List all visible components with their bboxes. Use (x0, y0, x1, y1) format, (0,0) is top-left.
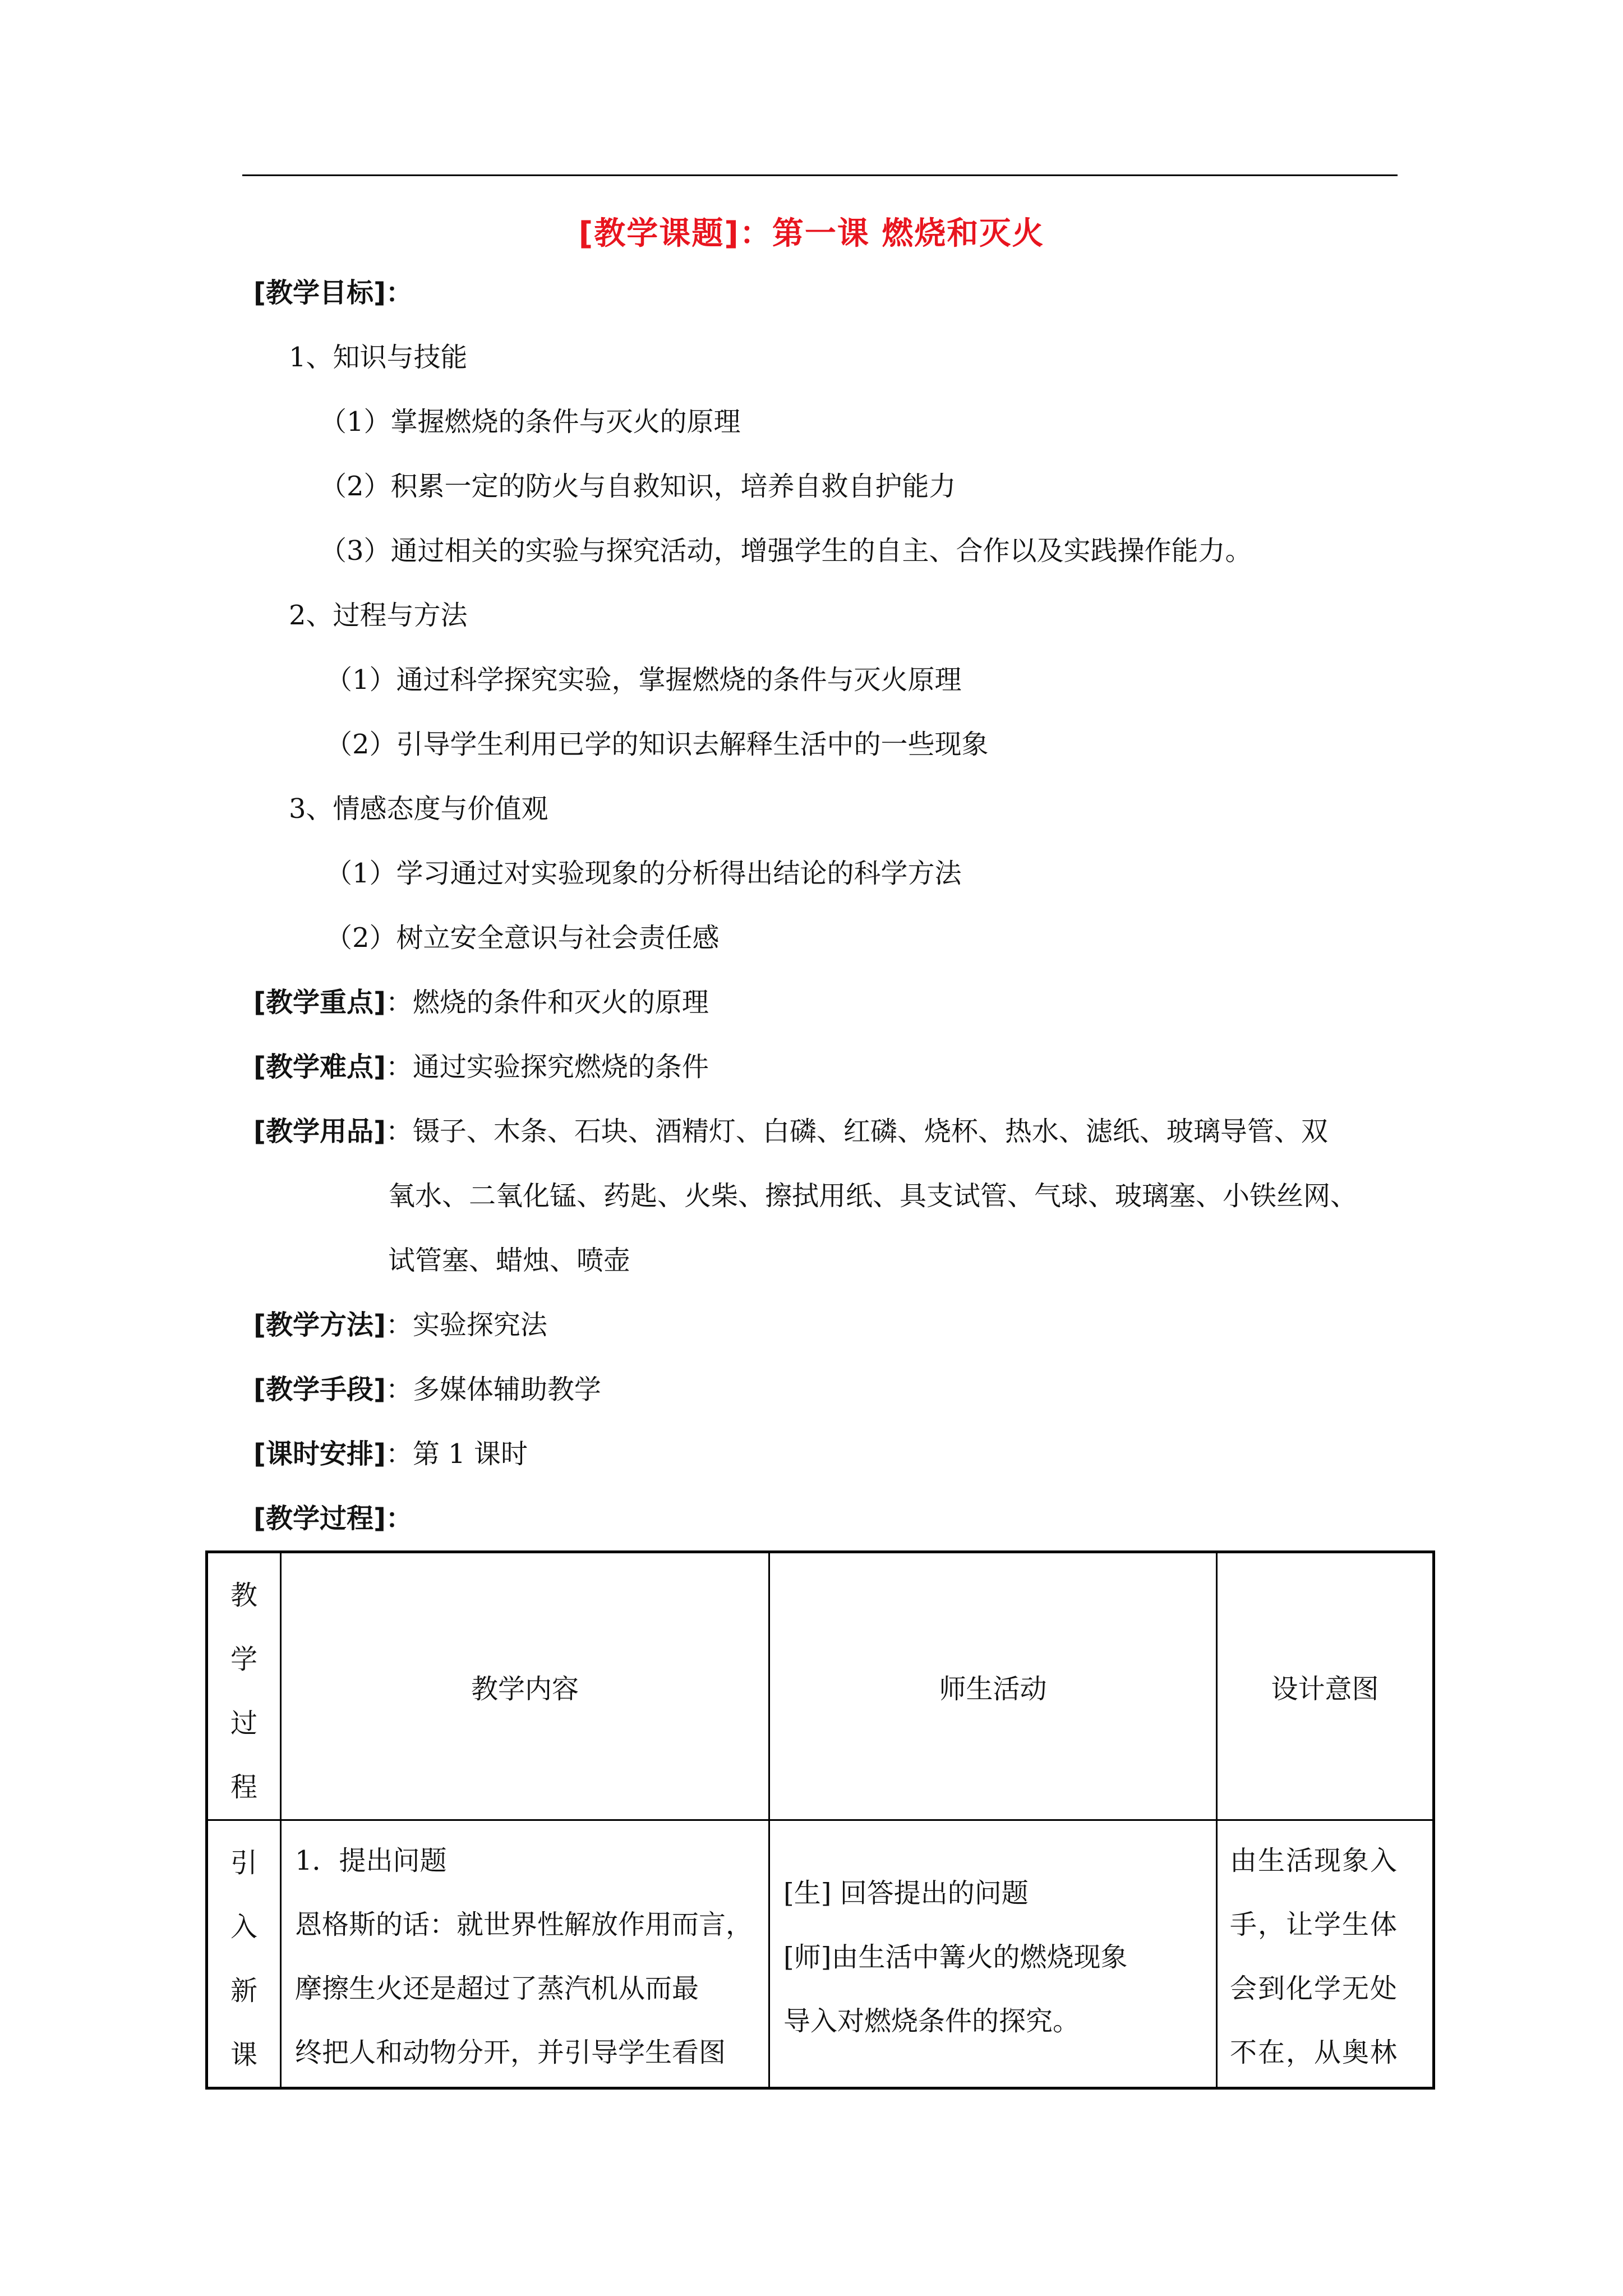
materials: [教学用品]：镊子、木条、石块、酒精灯、白磷、红磷、烧杯、热水、滤纸、玻璃导管、双 (253, 1116, 1328, 1147)
page-title: [教学课题]：第一课 燃烧和灭火 (578, 215, 1045, 252)
header-process: 教 学 过 程 (207, 1552, 281, 1820)
objective-item: （2）引导学生利用已学的知识去解释生活中的一些现象 (325, 729, 989, 760)
objective-item: （3）通过相关的实验与探究活动，增强学生的自主、合作以及实践操作能力。 (320, 535, 1252, 567)
header-intent: 设计意图 (1217, 1552, 1434, 1820)
objectives-heading: [教学目标]： (253, 277, 413, 309)
objective-section-3: 3、情感态度与价值观 (289, 793, 548, 825)
objective-item: （1）通过科学探究实验，掌握燃烧的条件与灭火原理 (325, 664, 962, 696)
difficulty-points: [教学难点]：通过实验探究燃烧的条件 (253, 1051, 709, 1083)
objective-item: （2）树立安全意识与社会责任感 (325, 922, 720, 954)
key-points: [教学重点]：燃烧的条件和灭火的原理 (253, 987, 709, 1018)
objective-item: （2）积累一定的防火与自救知识，培养自救自护能力 (320, 471, 956, 502)
process-heading: [教学过程]： (253, 1503, 413, 1534)
table-header-row (207, 1552, 1434, 1820)
teaching-method: [教学方法]：实验探究法 (253, 1309, 547, 1341)
teaching-means: [教学手段]：多媒体辅助教学 (253, 1374, 601, 1405)
objective-item: （1）掌握燃烧的条件与灭火的原理 (320, 406, 741, 438)
objective-section-1: 1、知识与技能 (289, 342, 468, 373)
header-content: 教学内容 (281, 1552, 769, 1820)
objective-item: （1）学习通过对实验现象的分析得出结论的科学方法 (325, 858, 962, 889)
content-cell: 1．提出问题 恩格斯的话：就世界性解放作用而言， 摩擦生火还是超过了蒸汽机从而最 终把人和动物分开，并引导学生看图 (281, 1820, 769, 2088)
activity-cell: [生] 回答提出的问题 [师]由生活中篝火的燃烧现象 导入对燃烧条件的探究。 (769, 1820, 1217, 2088)
intent-cell: 由生活现象入 手，让学生体 会到化学无处 不在，从奥林 (1217, 1820, 1434, 2088)
objective-section-2: 2、过程与方法 (289, 600, 468, 631)
header-activity: 师生活动 (769, 1552, 1217, 1820)
table-row (207, 1820, 1434, 2088)
materials-continued: 试管塞、蜡烛、喷壶 (388, 1245, 631, 1276)
stage-cell: 引 入 新 课 (207, 1820, 281, 2088)
process-table (205, 1550, 1435, 2090)
materials-continued: 氧水、二氧化锰、药匙、火柴、擦拭用纸、具支试管、气球、玻璃塞、小铁丝网、 (388, 1180, 1358, 1212)
class-schedule: [课时安排]：第 1 课时 (253, 1438, 528, 1470)
header-rule (242, 174, 1398, 176)
